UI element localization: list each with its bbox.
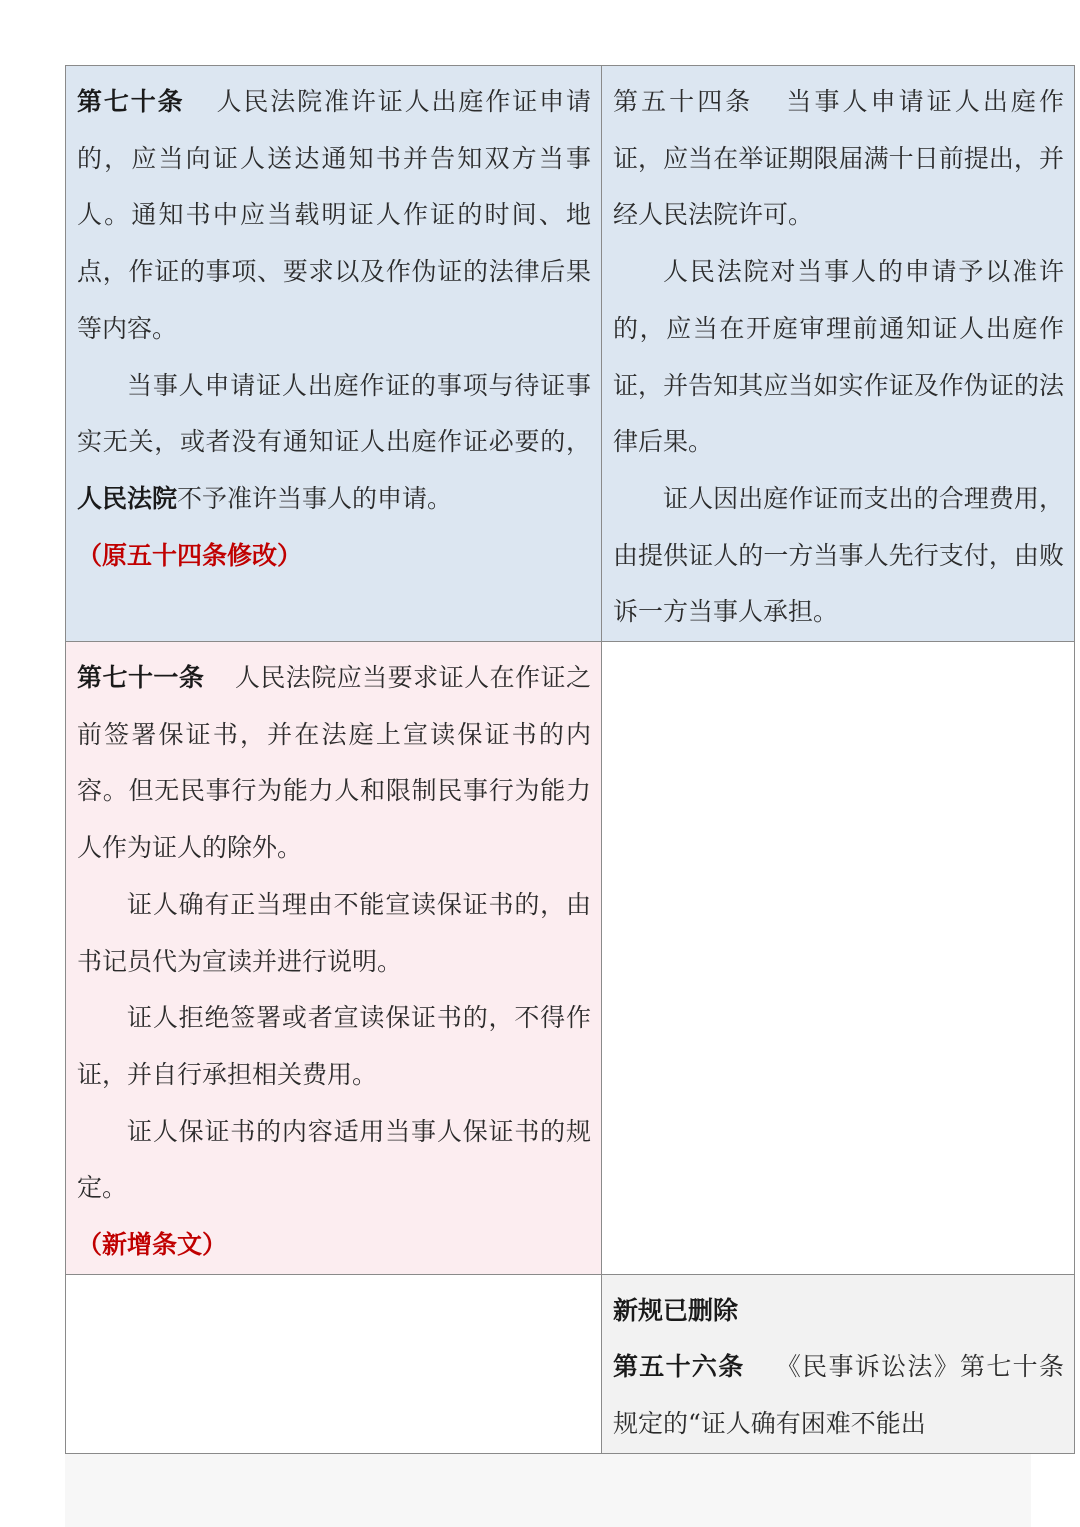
- article-text: 人民法院应当要求证人在作证之前签署保证书，并在法庭上宣读保证书的内容。但无民事行为能力人和限制民事行为能力人作为证人的除外。: [77, 663, 591, 863]
- paragraph: 证人保证书的内容适用当事人保证书的规定。: [77, 1116, 591, 1203]
- article-text: 不予准许当事人的申请。: [177, 483, 453, 513]
- revision-note: （原五十四条修改）: [77, 540, 303, 570]
- deleted-rule-cell: [602, 1274, 1075, 1453]
- table-row: [66, 642, 1075, 1275]
- table-row: [66, 66, 1075, 642]
- article-number: 第七十一条: [77, 663, 205, 693]
- paragraph: [77, 358, 591, 528]
- article-text: 当事人申请证人出庭作证，应当在举证期限届满十日前提出，并经人民法院许可。: [613, 87, 1064, 230]
- paragraph: [613, 1339, 1064, 1452]
- comparison-table: [65, 65, 1075, 1454]
- article-text: 人民法院准许证人出庭作证申请的，应当向证人送达通知书并告知双方当事人。通知书中应当载明证人作证的时间、地点，作证的事项、要求以及作伪证的法律后果等内容。: [77, 87, 591, 343]
- new-rule-cell: [66, 66, 602, 642]
- old-rule-cell: [602, 66, 1075, 642]
- deleted-label: 新规已删除: [613, 1295, 739, 1325]
- paragraph: 证人确有正当理由不能宣读保证书的，由书记员代为宣读并进行说明。: [77, 889, 591, 976]
- empty-cell: [66, 1274, 602, 1453]
- article-text: 《民事诉讼法》第七十条规定的“证人确有困难不能出: [613, 1352, 1064, 1439]
- article-number: 第五十四条: [613, 87, 754, 116]
- paragraph: 人民法院对当事人的申请予以准许的，应当在开庭审理前通知证人出庭作证，并告知其应当如实作证及作伪证的法律后果。: [613, 257, 1064, 457]
- revision-note: （新增条文）: [77, 1230, 228, 1260]
- paragraph: [77, 74, 591, 358]
- article-text: 当事人申请证人出庭作证的事项与待证事实无关，或者没有通知证人出庭作证必要的，: [77, 370, 591, 457]
- article-number: 第五十六条: [613, 1352, 745, 1382]
- article-number: 第七十条: [77, 87, 185, 116]
- paragraph: 证人拒绝签署或者宣读保证书的，不得作证，并自行承担相关费用。: [77, 1003, 591, 1089]
- table-row: [66, 1274, 1075, 1453]
- emphasis-text: 人民法院: [77, 483, 178, 513]
- paragraph: 证人因出庭作证而支出的合理费用，由提供证人的一方当事人先行支付，由败诉一方当事人承担。: [613, 483, 1064, 627]
- paragraph: [613, 74, 1064, 244]
- paragraph: [77, 650, 591, 877]
- new-rule-cell: [66, 642, 602, 1275]
- empty-cell: [602, 642, 1075, 1275]
